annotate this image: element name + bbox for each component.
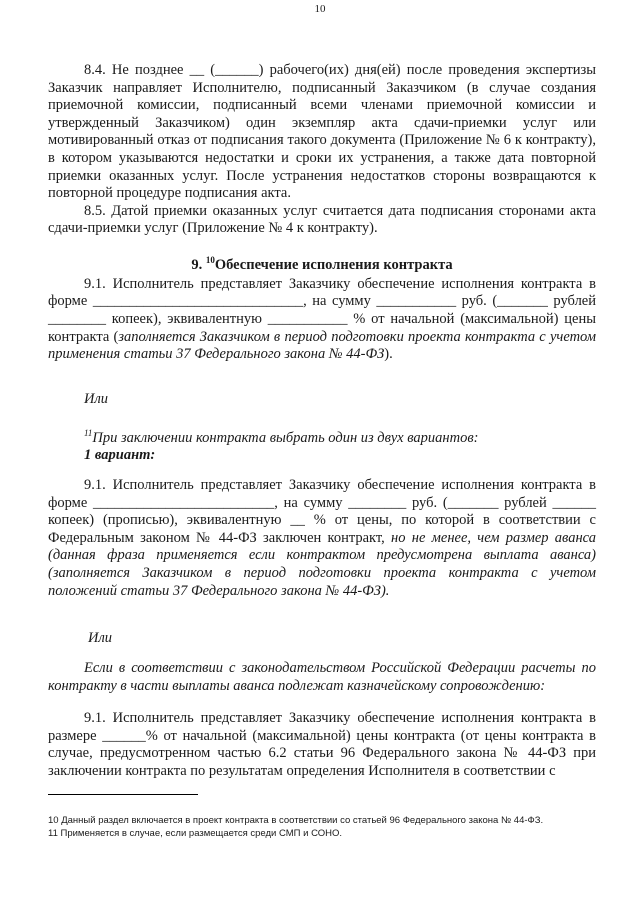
treasury-note: Если в соответствии с законодательством Российской Федерации расчеты по контракту в части выплаты аванса подлежат казначейскому сопровождению:: [48, 660, 596, 694]
footnote-separator: [48, 794, 198, 795]
variants-note: $^{11}$При заключении контракта выбрать один из двух вариантов: 1 вариант:: [48, 425, 596, 465]
or-label-1: Или: [84, 391, 109, 407]
section-9: [48, 255, 596, 364]
footnote-ref-11: 11: [84, 428, 93, 438]
paragraph-8-4: 8.4. Не позднее __ (______) рабочего(их) дня(ей) после проведения экспертизы Заказчик направляет Исполнителю, подписанный Заказчиком (в случае создания приемочной комиссии, подписанный всеми членами приемочной комиссии и утвержденный Заказчиком) один экземпляр акта сдачи-приемки услуг или мотивированный отказ от подписания такого документа (Приложение № 6 к контракту), в котором указываются недостатки и сроки их устранения, а также дата повторной приемки оказанных услуг. После устранения недостатков стороны возвращаются к повторной процедуре подписания акта.: [48, 62, 596, 202]
footnote-11: 11 Применяется в случае, если размещается среди СМП и СОНО.: [48, 827, 343, 839]
paragraph-9-1-option-c: 9.1. Исполнитель представляет Заказчику обеспечение исполнения контракта в размере ______% от начальной (максимальной) цены контракта (от цены контракта в случае, предусмотренном частью 6.2 статьи 96 Федерального закона № 44-ФЗ при заключении контракта по результатам определения Исполнителя в соответствии с: [48, 710, 596, 779]
document-body: [48, 62, 596, 238]
footnote-ref-10: 10: [205, 255, 215, 265]
paragraph-9-1-option-a: 9.1. Исполнитель представляет Заказчику обеспечение исполнения контракта в форме _____________________________, на сумму ___________ руб. (_______ рублей ________ копеек), эквивалентную ___________ % от начальной (максимальной) цены контракта (заполняется Заказчиком в период подготовки проекта контракта с учетом применения статьи 37 Федерального закона № 44-ФЗ).: [48, 275, 596, 363]
footnotes: [48, 815, 608, 840]
page-number: 10: [314, 3, 326, 15]
paragraph-9-1-option-b: 9.1. Исполнитель представляет Заказчику обеспечение исполнения контракта в форме _________________________, на сумму ________ руб. (_______ рублей ______ копеек) (прописью), эквивалентную __ % от цены, по которой в соответствии с Федеральным законом № 44-ФЗ заключен контракт, но не менее, чем размер аванса (данная фраза применяется если контрактом предусмотрена выплата аванса) (заполняется Заказчиком в период подготовки проекта контракта с учетом положений статьи 37 Федерального закона № 44-ФЗ).: [48, 477, 596, 599]
or-label-2: Или: [88, 630, 113, 646]
footnote-10: 10 Данный раздел включается в проект контракта в соответствии со статьей 96 Федерального закона № 44-ФЗ.: [48, 815, 544, 826]
paragraph-8-5: 8.5. Датой приемки оказанных услуг считается дата подписания сторонами акта сдачи-приемки услуг (Приложение № 4 к контракту).: [48, 202, 596, 237]
variant-1-label: 1 вариант:: [84, 447, 156, 464]
section-9-heading: 9. $^{10}$Обеспечение исполнения контракта: [191, 255, 453, 273]
